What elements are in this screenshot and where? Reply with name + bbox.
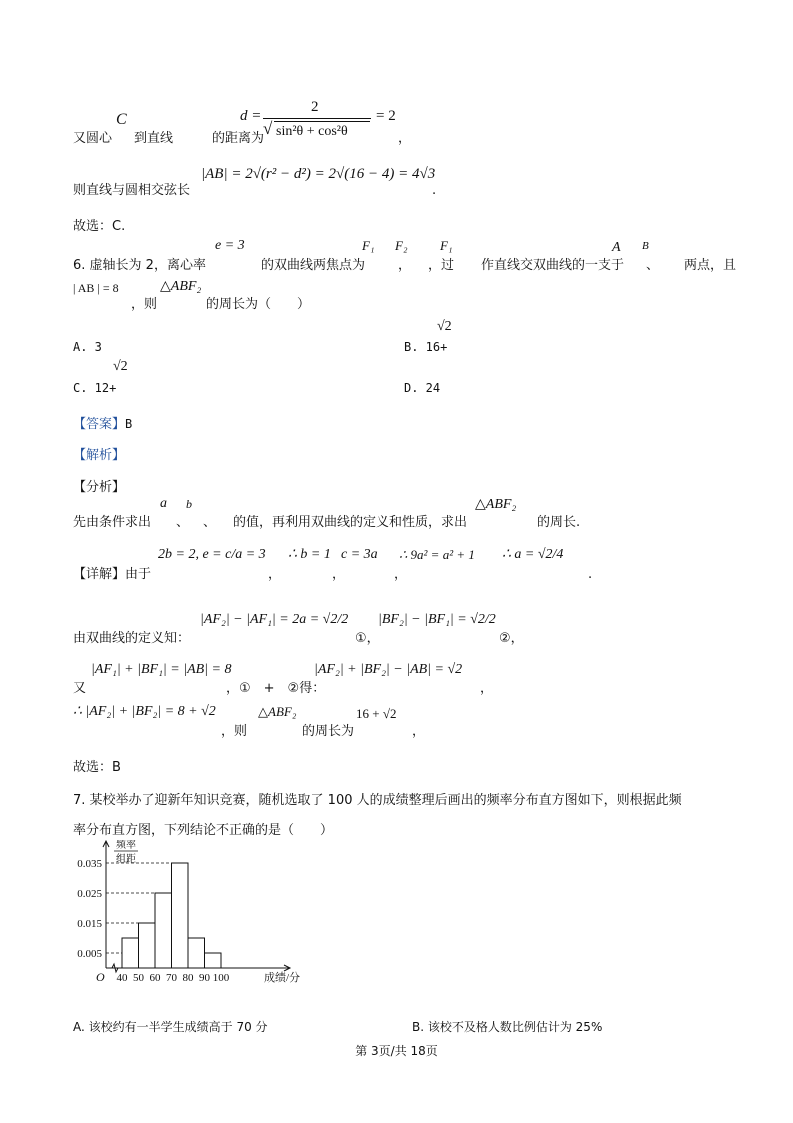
def-p1: 由双曲线的定义知： [73,631,191,646]
f1b-top: F₁ [440,238,453,253]
xiangjie-comma1: ， [268,567,282,582]
answer-tag [73,416,132,433]
x-tick-label: 100 [212,972,230,984]
q7-option-b[interactable]: B. 该校不及格人数比例估计为 25% [412,1020,603,1034]
fenxi-tag: 【分析】 [73,480,126,495]
ab-formula: |AB| = 2√(r² − d²) = 2√(16 − 4) = 4√3 [201,166,436,182]
q7-line1: 7. 某校举办了迎新年知识竞赛，随机选取了 100 人的成绩整理后画出的频率分布直方图如下，则根据此频 [73,793,682,808]
q7-line2: 率分布直方图，下列结论不正确的是（ ） [73,823,334,838]
you-f: |AF₁| + |BF₁| = |AB| = 8 [91,662,232,677]
q6-dun: 、 [646,258,660,273]
histogram-bar [188,938,205,968]
q7-option-a[interactable]: A. 该校约有一半学生成绩高于 70 分 [73,1020,268,1034]
c-label: C [116,111,127,128]
def-f1: |AF₂| − |AF₁| = 2a = √2/2 [200,612,349,627]
y-axis-label-bottom: 组距 [116,854,136,865]
origin-label: O [96,970,105,984]
xiangjie-tag-label: 【详解】 [73,567,126,582]
option-b[interactable]: B. 16+ [404,340,448,354]
line1-mid: 到直线 [134,131,174,146]
option-b-sqrt: √2 [437,319,452,334]
x-tick-label: 90 [199,972,210,984]
b-top: B [642,240,649,252]
q6-p4: 两点，且 [684,258,737,273]
x-tick-label: 60 [149,972,161,984]
answer-c: 故选：C. [73,219,126,234]
x-tick-label: 40 [116,972,128,984]
tri2: △ABF₂ [258,704,297,719]
perim-val: 16 + √2 [356,706,397,721]
d-denominator: sin²θ + cos²θ [276,124,348,139]
fenxi-b: b [186,497,192,511]
line1-prefix: 又圆心 [73,131,113,146]
sqrt-bar [274,121,370,122]
q6-comma1: ， [398,258,412,273]
fenxi-a: a [160,496,167,511]
fenxi-p2: 的值，再利用双曲线的定义和性质，求出 [233,515,468,530]
therefore-f: ∴ |AF₂| + |BF₂| = 8 + √2 [73,704,216,719]
y-tick-label: 0.015 [77,918,102,930]
d-eq: = 2 [376,108,396,124]
option-a[interactable]: A. 3 [73,340,102,354]
xiangjie-f2: ∴ b = 1 [288,547,331,562]
xiangjie-f1: 2b = 2, e = c/a = 3 [158,547,266,562]
x-tick-label: 70 [166,972,177,984]
answer-tag-label: 【答案】 [73,417,126,432]
you: 又 [73,681,87,696]
perim2: 的周长为 [302,724,355,739]
histogram-chart [60,840,310,990]
xiangjie-tag [73,567,151,583]
fraction-bar [263,118,371,119]
a-top: A [612,240,621,255]
histogram-bar [122,938,139,968]
q6-comma2: ，过 [428,258,455,273]
circle2: ②， [499,631,524,646]
d-formula-left: d = [240,108,262,124]
circle1: ①， [355,631,380,646]
histogram-bar [172,863,189,968]
def-f2: |BF₂| − |BF₁| = √2/2 [378,612,496,627]
y-axis-label-top: 频率 [116,840,136,851]
d-numerator: 2 [311,99,319,115]
histogram-bar [139,923,156,968]
fenxi-tri: △ABF₂ [475,497,517,512]
xiangjie-comma3: ， [394,567,408,582]
x-tick-label: 50 [133,972,144,984]
ab8: | AB | = 8 [73,281,119,295]
xiangjie-f4: ∴ 9a² = a² + 1 [399,547,475,562]
xiangjie-f5: ∴ a = √2/4 [502,547,564,562]
analysis-tag: 【解析】 [73,448,126,463]
y-tick-label: 0.025 [77,888,102,900]
perim-comma: ， [412,724,426,739]
line2-text: 则直线与圆相交弦长 [73,183,191,198]
f2-top: F₂ [395,238,408,253]
plus-line: ，① + ②得： [226,681,326,696]
period: . [432,183,437,198]
xiangjie-period: . [588,567,593,582]
q6-p1: 6. 虚轴长为 2，离心率 [73,258,206,273]
xiangjie-p1: 由于 [125,567,152,582]
e-formula: e = 3 [215,238,245,253]
fenxi-dun1: 、 [176,515,190,530]
q6-p2: 的双曲线两焦点为 [261,258,366,273]
xiangjie-f3: c = 3a [341,547,378,562]
fenxi-dun2: 、 [203,515,217,530]
histogram-bar [155,893,172,968]
answer-value: B [125,417,133,431]
line1-suffix: 的距离为 [212,131,265,146]
fenxi-p3: 的周长. [537,515,581,530]
q6-perimeter: 的周长为（ ） [206,297,311,312]
answer-b: 故选：B [73,760,121,775]
q6-then: ，则 [131,297,158,312]
comma: ， [398,131,412,146]
page-footer: 第 3页/共 18页 [355,1044,438,1058]
y-tick-label: 0.035 [77,858,102,870]
you-comma: ， [480,681,494,696]
xiangjie-comma2: ， [332,567,346,582]
tri-top: △ABF₂ [160,279,202,294]
you-res: |AF₂| + |BF₂| − |AB| = √2 [314,662,463,677]
q6-p3: 作直线交双曲线的一支于 [481,258,625,273]
f1-top: F₁ [362,238,375,253]
x-tick-label: 80 [182,972,194,984]
then2: ，则 [221,724,248,739]
x-axis-label: 成绩/分 [263,972,301,984]
option-d[interactable]: D. 24 [404,381,441,395]
histogram-bar [205,953,222,968]
y-tick-label: 0.005 [77,948,102,960]
sqrt-sign: √ [263,119,273,138]
fenxi-p1: 先由条件求出 [73,515,152,530]
option-c[interactable]: C. 12+ [73,381,117,395]
option-c-sqrt: √2 [113,359,128,374]
